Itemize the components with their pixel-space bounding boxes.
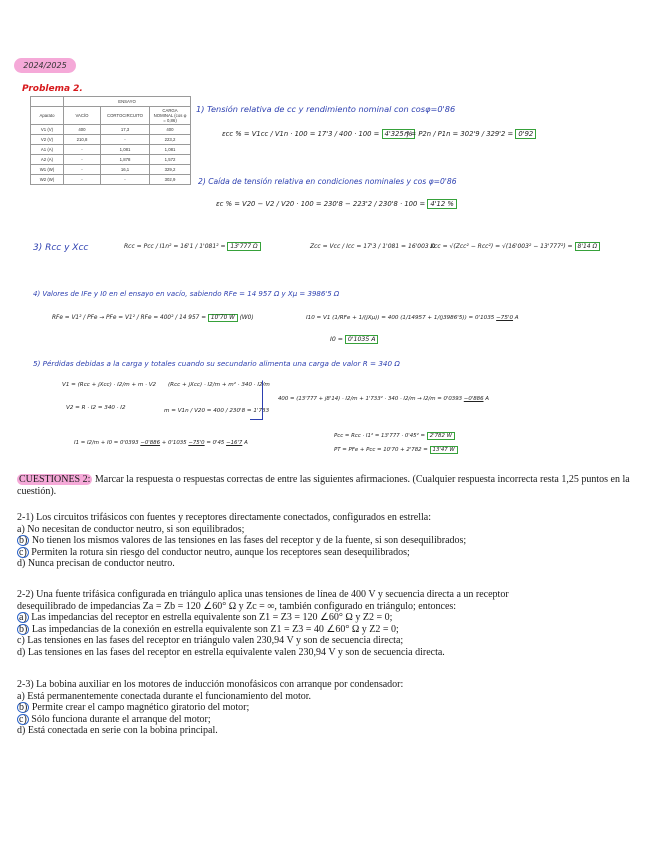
- result-box: 2'782 W: [427, 432, 455, 440]
- table-cell: W1 (W): [31, 165, 64, 175]
- formula-efficiency: η = P2n / P1n = 302'9 / 329'2 = 0'92: [404, 130, 536, 138]
- result-box: 8'14 Ω: [575, 242, 601, 251]
- table-row: [31, 107, 191, 125]
- selected-mark: b): [19, 702, 28, 714]
- table-row: [31, 125, 191, 135]
- formula-i10: I10 = V1 (1/RFe + 1/(jXμ)) = 400 (1/14957 + 1/(j3986'5)) = 0'1035 −75'0 A: [306, 315, 519, 321]
- table-row: [31, 165, 191, 175]
- option-b: b) Las impedancias de la conexión en estrella equivalente son Z1 = Z3 = 40 ∠60° Ω y Z2 = 0;: [19, 623, 399, 635]
- option-d: d) Está conectada en serie con la bobina principal.: [17, 725, 218, 737]
- formula-xcc: Xcc = √(Zcc² − Rcc²) = √(16'003² − 13'777²) = 8'14 Ω: [430, 243, 600, 250]
- section-2-title: 2) Caída de tensión relativa en condiciones nominales y cos φ=0'86: [198, 177, 457, 186]
- brace: [250, 380, 263, 420]
- option-a: a) No necesitan de conductor neutro, si son equilibrados;: [17, 523, 245, 535]
- table-row: [31, 145, 191, 155]
- table-cell: 302,9: [150, 175, 191, 185]
- question-stem: 2-2) Una fuente trifásica configurada en triángulo aplica unas tensiones de línea de 400 V y secuencia directa a un receptor: [17, 589, 509, 600]
- table-cell: 400: [150, 125, 191, 135]
- table-cell: 1,081: [150, 145, 191, 155]
- formula-rcc: Rcc = Pcc / I1n² = 16'1 / 1'081² = 13'777 Ω: [124, 243, 261, 250]
- formula-i0: I0 = 0'1035 A: [330, 336, 378, 343]
- table-cell: 17,3: [101, 125, 150, 135]
- result-box: 0'92: [515, 129, 536, 139]
- option-c: c) Las tensiones en las fases del receptor en triángulo valen 230,94 V y son de secuencia directa;: [17, 635, 404, 647]
- formula-pcc: Pcc = Rcc · I1² = 13'777 · 0'45² = 2'782 W: [334, 433, 455, 439]
- formula-v1-expanded: (Rcc + jXcc) · I2/m + m² · 340 · I2/m: [168, 382, 270, 388]
- question-2-3: [17, 679, 637, 737]
- result-box: 4'12 %: [427, 199, 456, 209]
- option-a: a) Está permanentemente conectada durante el funcionamiento del motor.: [17, 690, 312, 702]
- formula-i2: 400 = (13'777 + j8'14) · I2/m + 1'733² · 340 · I2/m → I2/m = 0'0393 −0'886 A: [278, 396, 489, 402]
- formula-ratio: m = V1n / V20 = 400 / 230'8 = 1'733: [164, 408, 270, 414]
- table-cell: -: [64, 155, 101, 165]
- table-cell: 210,8: [64, 135, 101, 145]
- table-header: CARGA NOMINAL (cos φ = 0,86): [150, 107, 191, 125]
- formula-ptotal: PT = PFe + Pcc = 10'70 + 2'782 = 13'47 W: [334, 447, 458, 453]
- cuestiones-label: CUESTIONES 2:: [19, 474, 91, 485]
- table-header: VACÍO: [64, 107, 101, 125]
- result-box: 0'1035 A: [345, 335, 379, 344]
- table-cell: W2 (W): [31, 175, 64, 185]
- selected-mark: c): [19, 713, 27, 725]
- table-header: CORTOCIRCUITO: [101, 107, 150, 125]
- formula-zcc: Zcc = Vcc / Icc = 17'3 / 1'081 = 16'003 Ω: [310, 243, 436, 250]
- selected-mark: b): [19, 623, 28, 635]
- result-box: 10'70 W: [208, 314, 238, 322]
- selected-mark: b): [19, 535, 28, 547]
- formula-voltage-drop: εc % = V20 − V2 / V20 · 100 = 230'8 − 223'2 / 230'8 · 100 = 4'12 %: [216, 200, 457, 208]
- question-stem: 2-3) La bobina auxiliar en los motores de inducción monofásicos con arranque por condensador:: [17, 679, 404, 690]
- table-cell: -: [64, 165, 101, 175]
- formula-v2: V2 = R · I2 = 340 · I2: [66, 405, 126, 411]
- section-4-title: 4) Valores de IFe y I0 en el ensayo en vacío, sabiendo RFe = 14 957 Ω y Xμ = 3986'5 Ω: [33, 290, 340, 298]
- formula-voltage-cc: εcc % = V1cc / V1n · 100 = 17'3 / 400 · 100 = 4'325 %: [222, 130, 415, 138]
- table-cell: -: [101, 175, 150, 185]
- formula-pfe: RFe = V1² / PFe → PFe = V1² / RFe = 400² / 14 957 = 10'70 W (W0): [52, 315, 254, 321]
- result-box: 13'47 W: [430, 446, 458, 454]
- table-cell: -: [64, 145, 101, 155]
- table-group-header: ENSAYO: [64, 97, 191, 107]
- table-row: [31, 135, 191, 145]
- selected-mark: c): [19, 546, 27, 558]
- table-cell: 1,081: [101, 145, 150, 155]
- table-cell: 223,2: [150, 135, 191, 145]
- cuestiones-intro: [17, 474, 637, 497]
- option-d: d) Las tensiones en las fases del receptor en estrella equivalente valen 230,94 V y son de secuencia directa.: [17, 646, 445, 658]
- question-stem: 2-1) Los circuitos trifásicos con fuentes y receptores directamente conectados, configurados en estrella:: [17, 512, 432, 523]
- option-d: d) Nunca precisan de conductor neutro.: [17, 558, 175, 570]
- section-3-title: 3) Rcc y Xcc: [33, 243, 89, 253]
- table-cell: V2 (V): [31, 135, 64, 145]
- table-cell: 16,1: [101, 165, 150, 175]
- option-b: b) No tienen los mismos valores de las tensiones en las fases del receptor y de la fuente, si son desequilibrados;: [19, 535, 467, 547]
- table-cell: A2 (A): [31, 155, 64, 165]
- result-box: 13'777 Ω: [227, 242, 260, 251]
- table-cell: A1 (A): [31, 145, 64, 155]
- question-stem-cont: desequilibrado de impedancias Za = Zb = 120 ∠60° Ω y Zc = ∞, también configurado en triángulo; entonces:: [17, 600, 457, 612]
- cuestiones-instructions: Marcar la respuesta o respuestas correctas de entre las siguientes afirmaciones. (Cualquier respuesta incorrecta resta 1,25 puntos en la cuestión).: [17, 474, 630, 497]
- selected-mark: a): [19, 612, 27, 624]
- table-header: Aparato: [31, 107, 64, 125]
- option-c: c) Sólo funciona durante el arranque del motor;: [19, 713, 211, 725]
- table-row: [31, 175, 191, 185]
- table-cell: V1 (V): [31, 125, 64, 135]
- formula-v1: V1 = (Rcc + jXcc) · I2/m + m · V2: [62, 382, 157, 388]
- problem-title: Problema 2.: [22, 84, 83, 94]
- table-cell: 329,2: [150, 165, 191, 175]
- table-cell: -: [101, 135, 150, 145]
- question-2-1: [17, 512, 637, 570]
- section-5-title: 5) Pérdidas debidas a la carga y totales cuando su secundario alimenta una carga de valor R = 340 Ω: [33, 359, 400, 368]
- year-badge: 2024/2025: [14, 58, 76, 73]
- table-cell: 400: [64, 125, 101, 135]
- result-box: 4'325 %: [382, 129, 416, 139]
- option-b: b) Permite crear el campo magnético giratorio del motor;: [19, 702, 250, 714]
- table-cell: -: [64, 175, 101, 185]
- test-data-table: [30, 96, 191, 185]
- table-row: [31, 97, 191, 107]
- section-1-title: 1) Tensión relativa de cc y rendimiento nominal con cosφ=0'86: [196, 104, 456, 114]
- option-a: a) Las impedancias del receptor en estrella equivalente son Z1 = Z3 = 120 ∠60° Ω y Z2 = 0;: [19, 612, 393, 624]
- table-cell: 1,878: [101, 155, 150, 165]
- question-2-2: [17, 589, 637, 659]
- table-cell: 1,572: [150, 155, 191, 165]
- formula-i1: I1 = I2/m + I0 = 0'0393 −0'886 + 0'1035 −75'0 = 0'45 −16'7 A: [74, 440, 248, 446]
- option-c: c) Permiten la rotura sin riesgo del conductor neutro, aunque los receptores sean desequilibrados;: [19, 546, 410, 558]
- table-row: [31, 155, 191, 165]
